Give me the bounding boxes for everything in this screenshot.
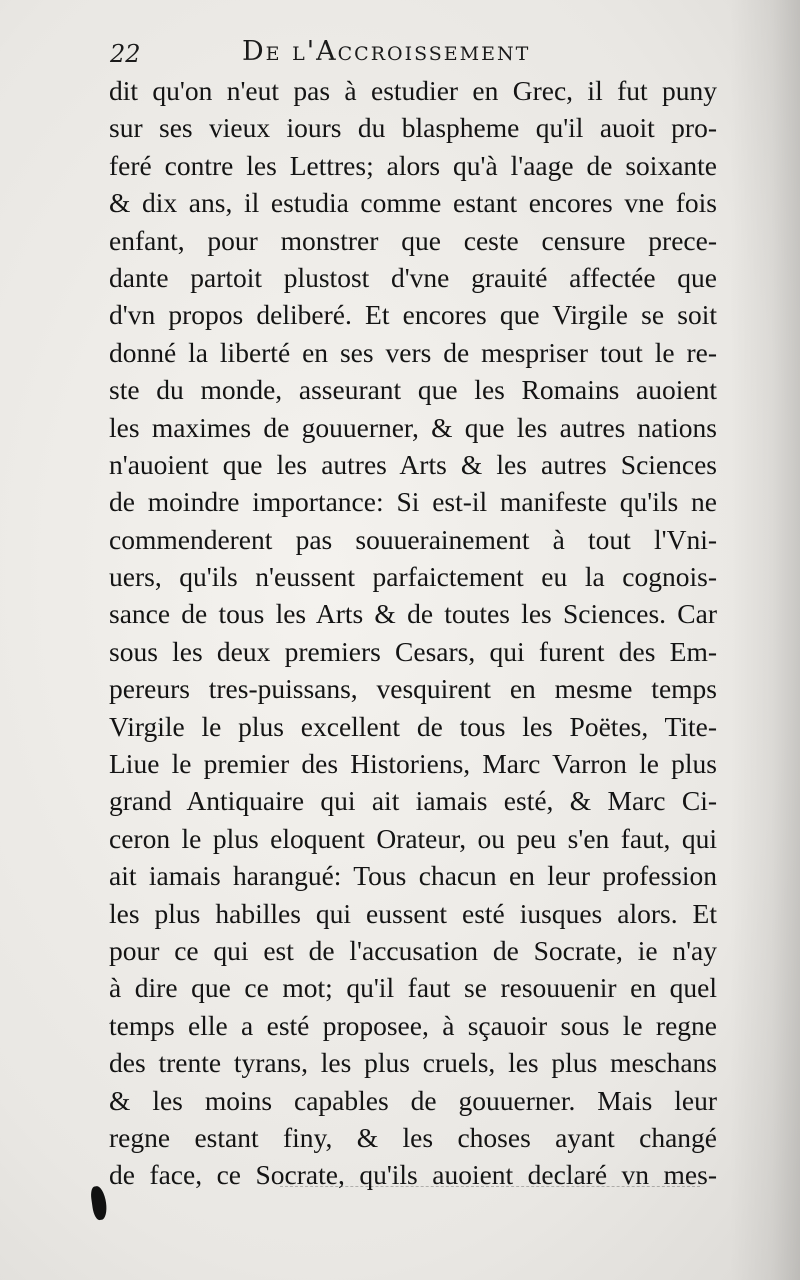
text-line: les maximes de gouuerner, & que les autres nations: [109, 411, 717, 443]
text-line: de moindre importance: Si est-il manifeste qu'ils ne: [109, 486, 717, 518]
text-line: regne estant finy, & les choses ayant changé: [109, 1121, 717, 1153]
text-line: dante partoit plustost d'vne grauité affectée que: [109, 261, 717, 293]
text-line: sous les deux premiers Cesars, qui furent des Em-: [109, 635, 717, 667]
ink-blot: [90, 1185, 109, 1221]
text-line: ceron le plus eloquent Orateur, ou peu s'en faut, qui: [109, 822, 717, 854]
text-line: sur ses vieux iours du blaspheme qu'il auoit pro-: [109, 112, 717, 144]
text-line: Virgile le plus excellent de tous les Poëtes, Tite-: [109, 710, 717, 742]
text-line: à dire que ce mot; qu'il faut se resouuenir en quel: [109, 972, 717, 1004]
text-line: sance de tous les Arts & de toutes les Sciences. Car: [109, 598, 717, 630]
body-text: [109, 72, 717, 1194]
text-line: pour ce qui est de l'accusation de Socrate, ie n'ay: [109, 934, 717, 966]
text-line: & les moins capables de gouuerner. Mais leur: [109, 1084, 717, 1116]
text-line: commenderent pas souuerainement à tout l'Vni-: [109, 523, 717, 555]
text-line: donné la liberté en ses vers de mespriser tout le re-: [109, 336, 717, 368]
text-line: enfant, pour monstrer que ceste censure prece-: [109, 224, 717, 256]
text-line: n'auoient que les autres Arts & les autres Sciences: [109, 448, 717, 480]
text-line: ste du monde, asseurant que les Romains auoient: [109, 374, 717, 406]
text-line: grand Antiquaire qui ait iamais esté, & Marc Ci-: [109, 785, 717, 817]
text-line: d'vn propos deliberé. Et encores que Virgile se soit: [109, 299, 717, 331]
page-header: [110, 36, 610, 76]
text-line: & dix ans, il estudia comme estant encores vne fois: [109, 187, 717, 219]
text-line: les plus habilles qui eussent esté iusques alors. Et: [109, 897, 717, 929]
text-line: Liue le premier des Historiens, Marc Varron le plus: [109, 748, 717, 780]
page-number: 22: [110, 40, 141, 68]
text-line: uers, qu'ils n'eussent parfaictement eu la cognois-: [109, 561, 717, 593]
text-line: pereurs tres-puissans, vesquirent en mesme temps: [109, 673, 717, 705]
text-line: temps elle a esté proposee, à sçauoir sous le regne: [109, 1009, 717, 1041]
running-head: De l'Accroissement: [242, 36, 531, 67]
text-line: feré contre les Lettres; alors qu'à l'aage de soixante: [109, 149, 717, 181]
text-line: des trente tyrans, les plus cruels, les plus meschans: [109, 1047, 717, 1079]
page-gutter-shadow: [730, 0, 800, 1280]
catchword-rule: [280, 1186, 700, 1187]
text-line: de face, ce Socrate, qu'ils auoient declaré vn mes-: [109, 1159, 717, 1191]
text-line: ait iamais harangué: Tous chacun en leur profession: [109, 860, 717, 892]
text-line: dit qu'on n'eut pas à estudier en Grec, il fut puny: [109, 75, 717, 106]
